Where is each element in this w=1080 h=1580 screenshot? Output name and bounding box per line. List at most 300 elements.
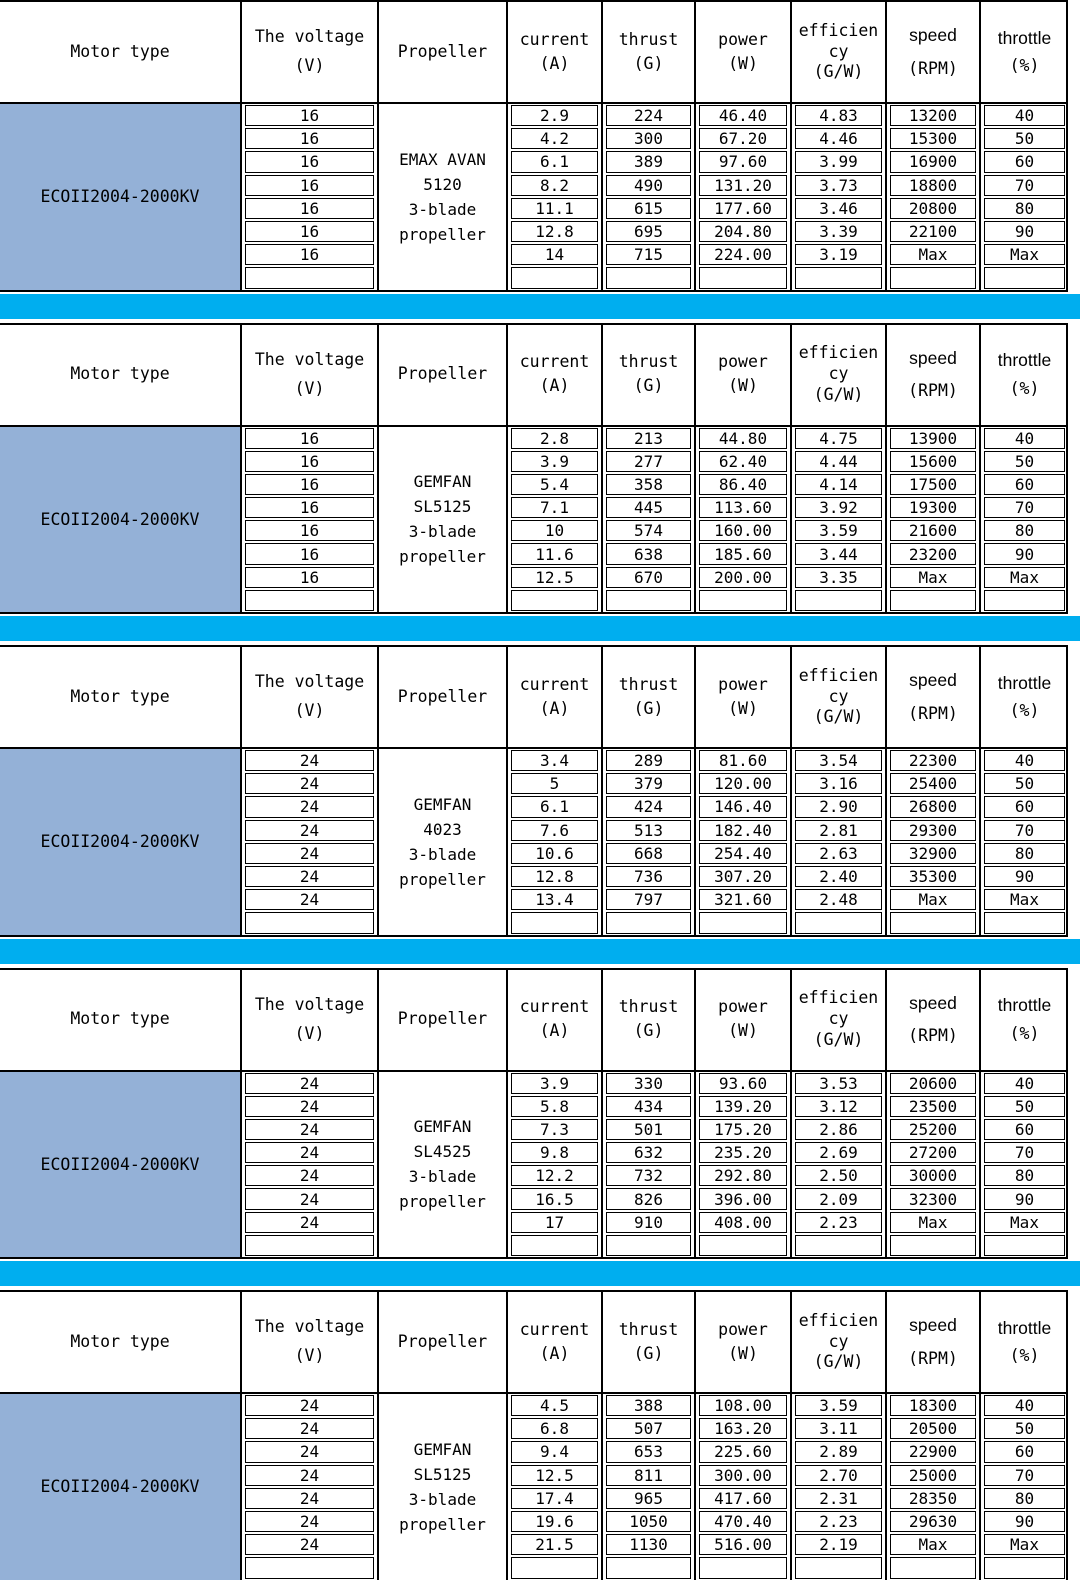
efficiency-cell <box>792 842 887 865</box>
thrust-cell-value: 632 <box>606 1142 691 1163</box>
speed-cell <box>887 1141 981 1164</box>
thrust-cell-value: 513 <box>606 820 691 841</box>
header-unit: (%) <box>1009 701 1040 721</box>
header-unit: (V) <box>294 56 325 75</box>
motor-test-table <box>0 1290 1068 1580</box>
throttle-cell-value: 50 <box>984 128 1065 149</box>
speed-cell <box>887 197 981 220</box>
speed-cell-value: 28350 <box>890 1488 976 1509</box>
header-label: efficien <box>798 665 879 685</box>
propeller-line: propeller <box>399 1514 486 1534</box>
table-grid <box>0 323 1068 615</box>
thrust-cell-value <box>606 1235 691 1256</box>
thrust-cell-value: 434 <box>606 1096 691 1117</box>
current-cell-value: 12.5 <box>511 1465 598 1486</box>
voltage-cell <box>242 911 379 934</box>
current-cell-value: 2.9 <box>511 105 598 126</box>
header-label: throttle <box>997 27 1052 48</box>
efficiency-cell <box>792 1187 887 1210</box>
voltage-cell <box>242 795 379 818</box>
voltage-cell <box>242 1417 379 1440</box>
speed-cell <box>887 496 981 519</box>
current-cell <box>508 1533 603 1556</box>
efficiency-cell-value: 3.11 <box>795 1418 882 1439</box>
efficiency-cell <box>792 772 887 795</box>
speed-cell <box>887 911 981 934</box>
efficiency-cell-value <box>795 267 882 288</box>
header-current <box>508 970 603 1072</box>
power-cell-value: 175.20 <box>699 1119 787 1140</box>
voltage-cell <box>242 589 379 612</box>
throttle-cell <box>981 1164 1068 1187</box>
throttle-cell <box>981 589 1068 612</box>
throttle-cell <box>981 1095 1068 1118</box>
voltage-cell-value: 24 <box>245 1511 374 1532</box>
speed-cell-value: 21600 <box>890 520 976 541</box>
throttle-cell <box>981 174 1068 197</box>
throttle-cell <box>981 1440 1068 1463</box>
motor-type-cell: ECOII2004-2000KV <box>0 1394 242 1580</box>
header-voltage <box>242 2 379 104</box>
efficiency-cell-value: 3.59 <box>795 1395 882 1416</box>
efficiency-cell <box>792 1095 887 1118</box>
voltage-cell <box>242 197 379 220</box>
efficiency-cell <box>792 220 887 243</box>
motor-test-table <box>0 645 1068 937</box>
header-unit: (%) <box>1009 1346 1040 1366</box>
voltage-cell <box>242 819 379 842</box>
voltage-cell-value: 16 <box>245 428 374 449</box>
voltage-cell-value: 24 <box>245 1165 374 1186</box>
efficiency-cell-value: 4.75 <box>795 428 882 449</box>
throttle-cell <box>981 749 1068 772</box>
power-cell <box>696 1141 792 1164</box>
voltage-cell-value: 24 <box>245 889 374 910</box>
power-cell <box>696 519 792 542</box>
voltage-cell <box>242 150 379 173</box>
propeller-cell <box>379 749 508 935</box>
throttle-cell <box>981 795 1068 818</box>
voltage-cell-value <box>245 1557 374 1578</box>
header-label: speed <box>909 670 957 691</box>
voltage-cell-value: 16 <box>245 244 374 265</box>
power-cell <box>696 220 792 243</box>
efficiency-cell <box>792 174 887 197</box>
speed-cell <box>887 1394 981 1417</box>
voltage-cell <box>242 865 379 888</box>
thrust-cell <box>603 197 696 220</box>
voltage-cell-value: 24 <box>245 773 374 794</box>
power-cell-value: 254.40 <box>699 843 787 864</box>
header-speed <box>887 647 981 749</box>
header-label: The voltage <box>254 27 365 47</box>
efficiency-cell-value: 4.14 <box>795 474 882 495</box>
header-throttle <box>981 970 1068 1072</box>
header-current <box>508 2 603 104</box>
voltage-cell-value: 16 <box>245 151 374 172</box>
propeller-line: propeller <box>399 547 486 567</box>
throttle-cell-value: 90 <box>984 221 1065 242</box>
throttle-cell <box>981 104 1068 127</box>
voltage-cell-value: 16 <box>245 105 374 126</box>
efficiency-cell <box>792 1417 887 1440</box>
current-cell <box>508 1510 603 1533</box>
current-cell <box>508 888 603 911</box>
current-cell-value: 7.1 <box>511 497 598 518</box>
power-cell-value: 516.00 <box>699 1534 787 1555</box>
current-cell <box>508 519 603 542</box>
speed-cell <box>887 819 981 842</box>
efficiency-cell-value: 2.90 <box>795 796 882 817</box>
thrust-cell <box>603 243 696 266</box>
speed-cell <box>887 220 981 243</box>
header-label: cy <box>828 1009 849 1029</box>
throttle-cell-value: 80 <box>984 198 1065 219</box>
voltage-cell <box>242 1510 379 1533</box>
throttle-cell <box>981 450 1068 473</box>
thrust-cell-value <box>606 912 691 933</box>
propeller-line: propeller <box>399 1192 486 1212</box>
header-label: thrust <box>618 1319 679 1339</box>
efficiency-cell <box>792 1234 887 1257</box>
thrust-cell <box>603 450 696 473</box>
thrust-cell-value: 277 <box>606 451 691 472</box>
current-cell <box>508 589 603 612</box>
current-cell-value <box>511 590 598 611</box>
power-cell-value: 177.60 <box>699 198 787 219</box>
power-cell-value: 93.60 <box>699 1073 787 1094</box>
current-cell-value: 12.8 <box>511 221 598 242</box>
power-cell <box>696 749 792 772</box>
throttle-cell-value: 70 <box>984 1465 1065 1486</box>
thrust-cell <box>603 150 696 173</box>
propeller-line: GEMFAN <box>413 794 472 814</box>
power-cell-value: 120.00 <box>699 773 787 794</box>
power-cell <box>696 542 792 565</box>
header-label: power <box>718 352 768 372</box>
header-label: Motor type <box>70 1331 170 1351</box>
voltage-cell-value: 16 <box>245 128 374 149</box>
thrust-cell-value: 424 <box>606 796 691 817</box>
thrust-cell <box>603 1095 696 1118</box>
current-cell <box>508 1417 603 1440</box>
throttle-cell-value: 70 <box>984 820 1065 841</box>
header-motor-type <box>0 1292 242 1394</box>
throttle-cell-value: 40 <box>984 1395 1065 1416</box>
current-cell-value: 21.5 <box>511 1534 598 1555</box>
power-cell-value: 235.20 <box>699 1142 787 1163</box>
efficiency-cell-value <box>795 1235 882 1256</box>
header-label: Propeller <box>397 364 488 384</box>
voltage-cell <box>242 1211 379 1234</box>
voltage-cell <box>242 1072 379 1095</box>
throttle-cell-value: 50 <box>984 451 1065 472</box>
power-cell <box>696 819 792 842</box>
efficiency-cell <box>792 127 887 150</box>
header-label: current <box>519 997 590 1017</box>
efficiency-cell-value: 2.50 <box>795 1165 882 1186</box>
separator-bar <box>0 939 1080 964</box>
throttle-cell <box>981 519 1068 542</box>
power-cell-value: 417.60 <box>699 1488 787 1509</box>
throttle-cell-value: 50 <box>984 1096 1065 1117</box>
voltage-cell-value: 24 <box>245 1096 374 1117</box>
current-cell <box>508 772 603 795</box>
voltage-cell <box>242 427 379 450</box>
throttle-cell <box>981 842 1068 865</box>
header-power <box>696 325 792 427</box>
thrust-cell-value: 289 <box>606 750 691 771</box>
speed-cell-value: 25400 <box>890 773 976 794</box>
power-cell-value: 131.20 <box>699 175 787 196</box>
efficiency-cell <box>792 496 887 519</box>
power-cell-value <box>699 1235 787 1256</box>
thrust-cell-value: 501 <box>606 1119 691 1140</box>
voltage-cell-value <box>245 590 374 611</box>
current-cell-value: 12.8 <box>511 866 598 887</box>
throttle-cell-value: Max <box>984 1534 1065 1555</box>
power-cell-value: 81.60 <box>699 750 787 771</box>
speed-cell-value: 32300 <box>890 1188 976 1209</box>
throttle-cell <box>981 473 1068 496</box>
power-cell-value: 97.60 <box>699 151 787 172</box>
efficiency-cell <box>792 427 887 450</box>
current-cell-value: 3.4 <box>511 750 598 771</box>
header-unit: (RPM) <box>908 703 958 723</box>
speed-cell <box>887 150 981 173</box>
speed-cell <box>887 266 981 289</box>
current-cell-value <box>511 1235 598 1256</box>
power-cell <box>696 1533 792 1556</box>
thrust-cell <box>603 865 696 888</box>
power-cell-value: 44.80 <box>699 428 787 449</box>
efficiency-cell <box>792 542 887 565</box>
power-cell <box>696 1394 792 1417</box>
voltage-cell-value: 16 <box>245 175 374 196</box>
speed-cell-value: Max <box>890 567 976 588</box>
throttle-cell <box>981 865 1068 888</box>
efficiency-cell <box>792 1556 887 1579</box>
current-cell <box>508 104 603 127</box>
thrust-cell-value: 732 <box>606 1165 691 1186</box>
header-propeller <box>379 2 508 104</box>
voltage-cell <box>242 450 379 473</box>
efficiency-cell-value: 2.70 <box>795 1465 882 1486</box>
voltage-cell-value: 24 <box>245 1441 374 1462</box>
power-cell-value: 321.60 <box>699 889 787 910</box>
throttle-cell-value: Max <box>984 1212 1065 1233</box>
speed-cell-value: 15300 <box>890 128 976 149</box>
voltage-cell-value: 16 <box>245 543 374 564</box>
power-cell-value <box>699 1557 787 1578</box>
propeller-cell <box>379 1394 508 1580</box>
voltage-cell <box>242 1141 379 1164</box>
throttle-cell <box>981 1510 1068 1533</box>
throttle-cell <box>981 220 1068 243</box>
current-cell-value: 6.8 <box>511 1418 598 1439</box>
voltage-cell <box>242 1118 379 1141</box>
thrust-cell <box>603 888 696 911</box>
motor-test-table <box>0 323 1068 615</box>
current-cell-value: 17 <box>511 1212 598 1233</box>
current-cell <box>508 865 603 888</box>
thrust-cell-value: 300 <box>606 128 691 149</box>
thrust-cell <box>603 795 696 818</box>
voltage-cell <box>242 1187 379 1210</box>
voltage-cell-value: 24 <box>245 1142 374 1163</box>
current-cell <box>508 243 603 266</box>
current-cell <box>508 542 603 565</box>
thrust-cell <box>603 1440 696 1463</box>
thrust-cell-value: 695 <box>606 221 691 242</box>
efficiency-cell-value: 2.09 <box>795 1188 882 1209</box>
propeller-line: SL5125 <box>413 497 472 517</box>
throttle-cell <box>981 1118 1068 1141</box>
header-label: The voltage <box>254 349 365 369</box>
speed-cell <box>887 1164 981 1187</box>
power-cell <box>696 1234 792 1257</box>
speed-cell-value <box>890 590 976 611</box>
header-unit: (W) <box>728 698 758 718</box>
speed-cell-value: 35300 <box>890 866 976 887</box>
throttle-cell-value <box>984 590 1065 611</box>
propeller-cell <box>379 1072 508 1258</box>
thrust-cell <box>603 1072 696 1095</box>
efficiency-cell-value: 3.92 <box>795 497 882 518</box>
voltage-cell-value: 24 <box>245 1465 374 1486</box>
thrust-cell <box>603 1533 696 1556</box>
power-cell <box>696 589 792 612</box>
header-efficiency <box>792 2 887 104</box>
current-cell-value: 13.4 <box>511 889 598 910</box>
propeller-line: GEMFAN <box>413 1439 472 1459</box>
header-label: thrust <box>618 674 679 694</box>
voltage-cell <box>242 1095 379 1118</box>
current-cell-value: 19.6 <box>511 1511 598 1532</box>
efficiency-cell-value: 2.81 <box>795 820 882 841</box>
speed-cell-value: 25200 <box>890 1119 976 1140</box>
power-cell <box>696 1095 792 1118</box>
header-unit: (V) <box>294 378 325 398</box>
efficiency-cell <box>792 589 887 612</box>
efficiency-cell <box>792 197 887 220</box>
voltage-cell <box>242 243 379 266</box>
current-cell <box>508 1141 603 1164</box>
efficiency-cell-value: 3.44 <box>795 543 882 564</box>
efficiency-cell-value: 3.59 <box>795 520 882 541</box>
speed-cell <box>887 1187 981 1210</box>
voltage-cell-value <box>245 912 374 933</box>
efficiency-cell <box>792 1211 887 1234</box>
power-cell-value: 408.00 <box>699 1212 787 1233</box>
current-cell <box>508 1464 603 1487</box>
speed-cell-value: 13900 <box>890 428 976 449</box>
header-unit: (G/W) <box>813 707 864 727</box>
header-current <box>508 1292 603 1394</box>
efficiency-cell <box>792 888 887 911</box>
voltage-cell <box>242 772 379 795</box>
current-cell-value <box>511 267 598 288</box>
thrust-cell <box>603 104 696 127</box>
speed-cell <box>887 1211 981 1234</box>
table-grid <box>0 645 1068 937</box>
throttle-cell <box>981 566 1068 589</box>
speed-cell-value: 22900 <box>890 1441 976 1462</box>
throttle-cell-value: 60 <box>984 1119 1065 1140</box>
thrust-cell-value <box>606 590 691 611</box>
header-label: power <box>718 1319 768 1339</box>
speed-cell <box>887 1487 981 1510</box>
speed-cell-value: 13200 <box>890 105 976 126</box>
header-power <box>696 970 792 1072</box>
efficiency-cell <box>792 911 887 934</box>
voltage-cell-value: 16 <box>245 474 374 495</box>
header-speed <box>887 2 981 104</box>
header-label: current <box>519 29 590 49</box>
separator-bar <box>0 294 1080 319</box>
power-cell-value: 86.40 <box>699 474 787 495</box>
voltage-cell <box>242 1556 379 1579</box>
voltage-cell <box>242 888 379 911</box>
power-cell-value: 204.80 <box>699 221 787 242</box>
current-cell <box>508 566 603 589</box>
throttle-cell <box>981 127 1068 150</box>
throttle-cell <box>981 1072 1068 1095</box>
header-label: Propeller <box>397 1009 488 1029</box>
current-cell-value: 9.8 <box>511 1142 598 1163</box>
table-grid <box>0 968 1068 1260</box>
efficiency-cell <box>792 566 887 589</box>
throttle-cell <box>981 1487 1068 1510</box>
separator-bar <box>0 1261 1080 1286</box>
thrust-cell-value: 1050 <box>606 1511 691 1532</box>
power-cell <box>696 473 792 496</box>
table-grid <box>0 0 1068 292</box>
header-power <box>696 1292 792 1394</box>
power-cell <box>696 197 792 220</box>
speed-cell <box>887 566 981 589</box>
throttle-cell-value: 60 <box>984 474 1065 495</box>
speed-cell-value: 23200 <box>890 543 976 564</box>
thrust-cell-value: 826 <box>606 1188 691 1209</box>
efficiency-cell <box>792 819 887 842</box>
speed-cell-value: 20600 <box>890 1073 976 1094</box>
propeller-line: GEMFAN <box>413 1117 472 1137</box>
efficiency-cell <box>792 104 887 127</box>
header-label: throttle <box>997 1317 1052 1338</box>
current-cell <box>508 127 603 150</box>
power-cell-value: 200.00 <box>699 567 787 588</box>
header-unit: (G) <box>633 53 664 73</box>
speed-cell <box>887 865 981 888</box>
throttle-cell-value: 50 <box>984 773 1065 794</box>
header-unit: (RPM) <box>908 1348 958 1368</box>
throttle-cell-value: 60 <box>984 151 1065 172</box>
speed-cell-value: 15600 <box>890 451 976 472</box>
speed-cell <box>887 473 981 496</box>
header-thrust <box>603 970 696 1072</box>
efficiency-cell <box>792 519 887 542</box>
throttle-cell <box>981 427 1068 450</box>
header-label: The voltage <box>254 672 365 692</box>
thrust-cell <box>603 1510 696 1533</box>
thrust-cell <box>603 220 696 243</box>
throttle-cell <box>981 197 1068 220</box>
propeller-line: SL4525 <box>413 1142 472 1162</box>
header-efficiency <box>792 325 887 427</box>
speed-cell <box>887 519 981 542</box>
propeller-line: 3-blade <box>408 522 477 542</box>
